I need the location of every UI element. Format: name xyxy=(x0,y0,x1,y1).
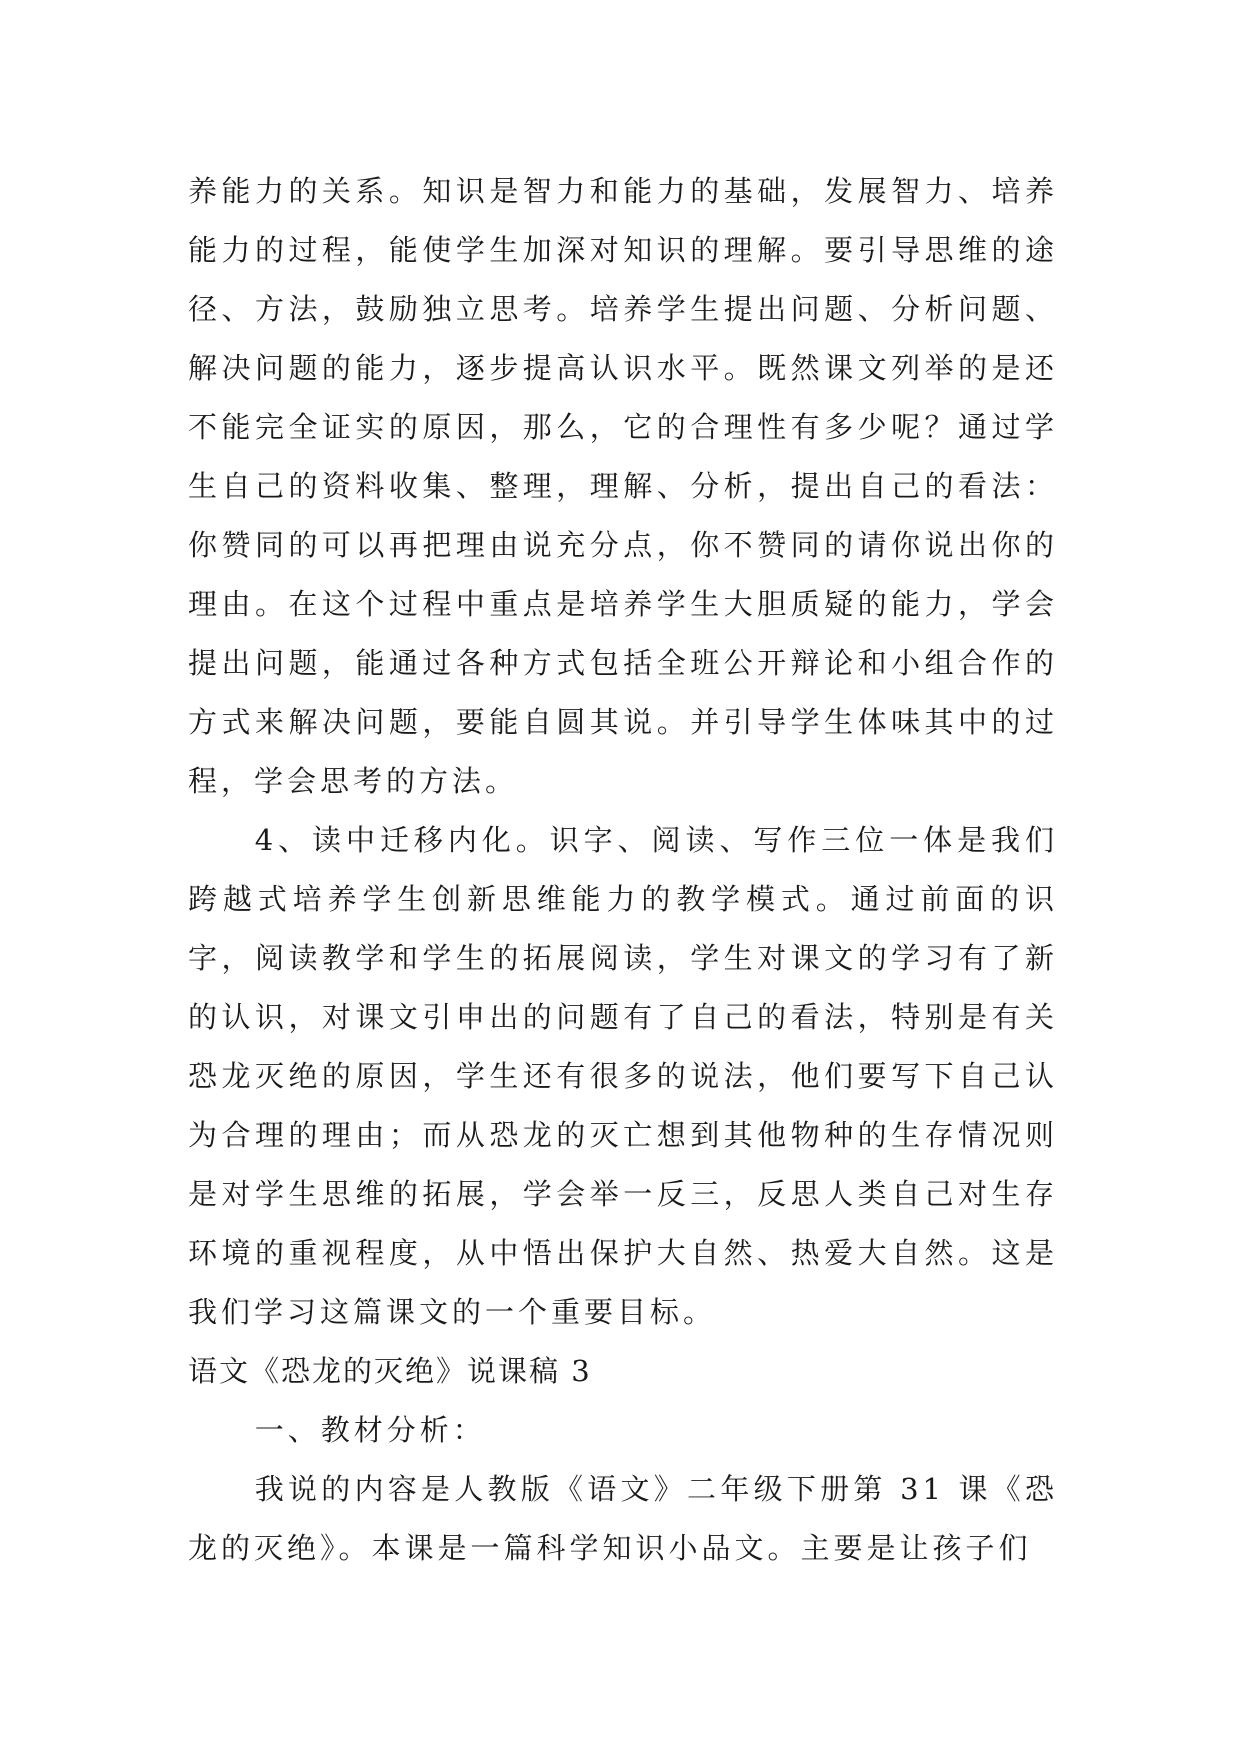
document-body xyxy=(188,162,1058,1578)
section-heading: 语文《恐龙的灭绝》说课稿 3 xyxy=(188,1354,592,1388)
paragraph-textbook-intro: 我说的内容是人教版《语文》二年级下册第 31 课《恐龙的灭绝》。本课是一篇科学知识小品文。主要是让孩子们 xyxy=(188,1472,1058,1565)
subsection-heading: 一、教材分析： xyxy=(254,1413,486,1447)
paragraph-transfer-internalize: 4、读中迁移内化。识字、阅读、写作三位一体是我们跨越式培养学生创新思维能力的教学模式。通过前面的识字，阅读教学和学生的拓展阅读，学生对课文的学习有了新的认识，对课文引申出的问题有了自己的看法，特别是有关恐龙灭绝的原因，学生还有很多的说法，他们要写下自己认为合理的理由；而从恐龙的灭亡想到其他物种的生存情况则是对学生思维的拓展，学会举一反三，反思人类自己对生存环境的重视程度，从中悟出保护大自然、热爱大自然。这是我们学习这篇课文的一个重要目标。 xyxy=(188,823,1058,1329)
paragraph-knowledge-ability: 养能力的关系。知识是智力和能力的基础，发展智力、培养能力的过程，能使学生加深对知识的理解。要引导思维的途径、方法，鼓励独立思考。培养学生提出问题、分析问题、解决问题的能力，逐步提高认识水平。既然课文列举的是还不能完全证实的原因，那么，它的合理性有多少呢？通过学生自己的资料收集、整理，理解、分析，提出自己的看法：你赞同的可以再把理由说充分点，你不赞同的请你说出你的理由。在这个过程中重点是培养学生大胆质疑的能力，学会提出问题，能通过各种方式包括全班公开辩论和小组合作的方式来解决问题，要能自圆其说。并引导学生体味其中的过程，学会思考的方法。 xyxy=(188,174,1058,798)
